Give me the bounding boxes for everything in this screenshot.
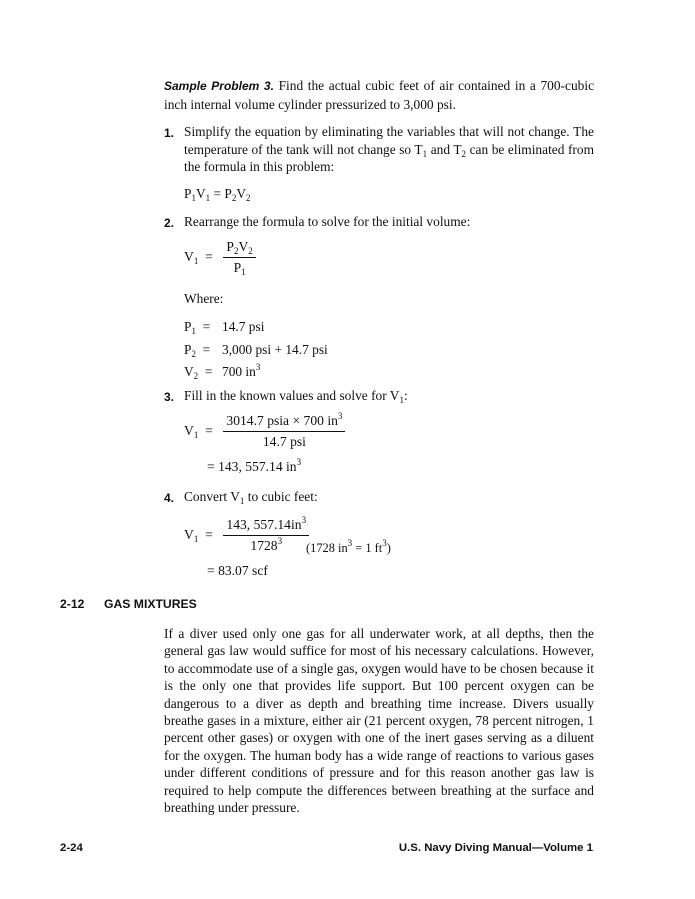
rearranged-equation: $V_1$ = $\frac{P_2V_2}{P_1}$: [184, 238, 256, 276]
step-4-result: = 83.07 scf: [207, 563, 268, 578]
step-2-text: Rearrange the formula to solve for the initial volume:: [184, 214, 471, 229]
step-3-result: = 143, 557.14 $in^3$: [207, 457, 302, 474]
v2-definition: $V_2 = 700$ $in^3$: [184, 362, 261, 381]
section-number: 2-12: [60, 597, 85, 611]
boyles-law-equation: $P_1V_1 = P_2V_2$: [184, 186, 251, 203]
sample-problem-text: Find the actual cubic feet of air contained in a 700-cubic inch internal volume cylinder pressurized to 3,000 psi.: [164, 78, 595, 112]
footer-page-number: 2-24: [60, 842, 83, 854]
conversion-note: (1728 $in^3 = 1$ $ft^3$): [306, 538, 391, 555]
where-label: Where:: [184, 291, 224, 306]
step-1-number: 1.: [164, 126, 175, 140]
step-2-number: 2.: [164, 216, 175, 230]
p2-definition: $P_2 = 3,000$ psi + 14.7 psi: [184, 342, 328, 359]
step-3-equation: $V_1$ = $\frac{3014.7 psia \times 700 in^3}{\text{14.7 psi}}$: [184, 412, 345, 450]
section-body: If a diver used only one gas for all underwater work, at all depths, then the general gas law would suffice for most of his necessary calculations. However, to accommodate use of a single gas, oxygen would have to be chosen because it is the only one that provides life support. But 100 percent oxygen can be dangerous to a diver as depth and breathing time increase. Divers usually breathe gases in a mixture, either air (21 percent oxygen, 78 percent nitrogen, 1 percent other gases) or oxygen with one of the inert gases serving as a diluent for the oxygen. The human body has a wide range of reactions to various gases under different conditions of pressure and for this reason another gas law is required to help compute the differences between breathing at the surface and breathing under pressure.: [164, 626, 594, 816]
sample-problem-intro: [164, 77, 594, 113]
step-3-text: Fill in the known values and solve for $V_1$:: [184, 388, 408, 405]
footer-title: U.S. Navy Diving Manual—Volume 1: [398, 842, 593, 854]
step-3-number: 3.: [164, 390, 175, 404]
step-1-text: Simplify the equation by eliminating the variables that will not change. The temperature of the tank will not change so $T_1$ and $T_2$ can be eliminated from the formula in this problem:: [184, 124, 595, 175]
step-4-equation: $V_1$ = $\frac{143, 557.14in^3}{1728^3}$: [184, 516, 309, 554]
p1-definition: $P_1 = 14.7$ psi: [184, 319, 265, 336]
section-title: GAS MIXTURES: [104, 597, 197, 611]
step-4-number: 4.: [164, 491, 175, 505]
sample-problem-label: Sample Problem 3.: [164, 79, 274, 93]
step-4-text: Convert $V_1$ to cubic feet:: [184, 489, 318, 506]
